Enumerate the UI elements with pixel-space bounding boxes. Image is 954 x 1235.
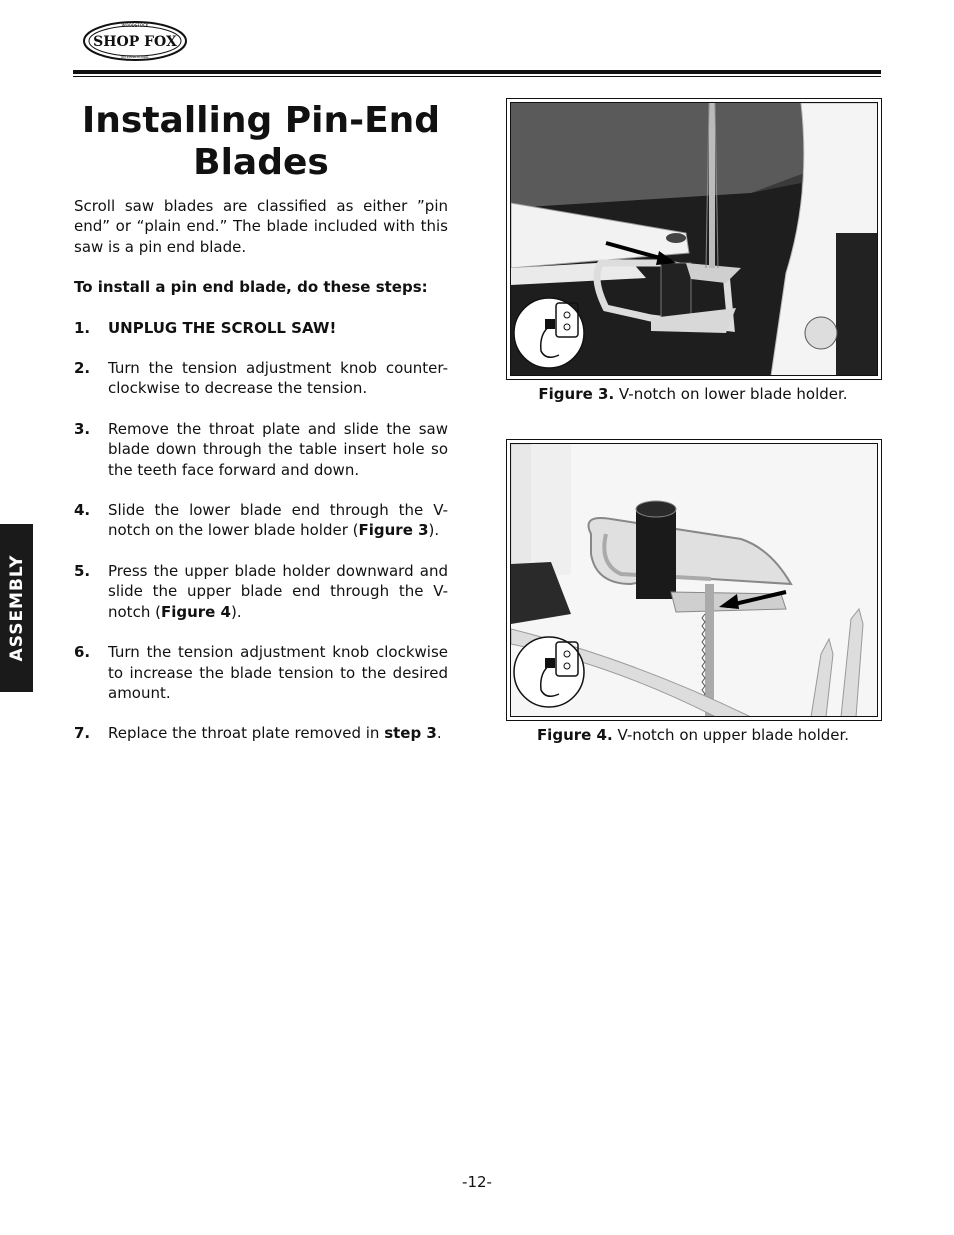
step-number: 2.: [74, 359, 91, 378]
step-text: [108, 500, 448, 541]
figure-4-frame: [506, 439, 882, 721]
instructions: [74, 196, 448, 764]
logo-arc-top: WOODSTOCK: [121, 23, 149, 28]
figure-reference: Figure 3: [358, 521, 429, 540]
step-number: 1.: [74, 318, 91, 337]
header-rule: [73, 70, 881, 74]
step-item: [74, 500, 448, 541]
step-number: 7.: [74, 724, 91, 743]
step-item: [74, 318, 448, 338]
intro-paragraph: Scroll saw blades are classified as either ”pin end” or “plain end.” The blade included with this saw is a pin end blade.: [74, 197, 448, 256]
step-list: [74, 318, 448, 744]
figure-4-label: Figure 4.: [536, 726, 613, 744]
step-text: UNPLUG THE SCROLL SAW!: [108, 318, 337, 337]
logo-text: SHOP FOX: [93, 34, 177, 50]
step-number: 4.: [74, 501, 91, 520]
step-text: Turn the tension adjustment knob clockwise to increase the blade tension to the desired amount.: [108, 643, 448, 702]
page-number: -12-: [462, 1173, 492, 1191]
step-text-pre: Press the upper blade holder downward and slide the upper blade end through the V-notch (: [108, 561, 448, 621]
step-text-post: .: [436, 724, 442, 743]
step-item: [74, 561, 448, 622]
figure-4-caption: [506, 726, 880, 744]
figure-4-photo: [510, 443, 878, 717]
step-text-pre: Replace the throat plate removed in: [108, 724, 385, 743]
lead-paragraph: To install a pin end blade, do these steps:: [74, 278, 428, 297]
step-text: [108, 723, 448, 743]
step-number: 3.: [74, 419, 91, 438]
header-rule-thin: [73, 76, 881, 77]
step-number: 5.: [74, 561, 91, 580]
step-item: [74, 358, 448, 399]
page-title: [74, 100, 448, 184]
step-number: 6.: [74, 643, 91, 662]
step-text-post: ).: [231, 602, 242, 621]
step-item: [74, 419, 448, 480]
step-text: Turn the tension adjustment knob counter-clockwise to decrease the tension.: [108, 359, 448, 398]
figure-3-text: V-notch on lower blade holder.: [614, 385, 848, 403]
figure-3-frame: [506, 98, 882, 380]
figure-3-label: Figure 3.: [538, 385, 615, 403]
section-tab-label: ASSEMBLY: [6, 554, 27, 662]
section-tab: [0, 524, 33, 692]
figure-3-caption: [506, 385, 880, 403]
logo-arc-bottom: INTERNATIONAL: [120, 55, 150, 59]
figure-3-photo: [510, 102, 878, 376]
step-item: [74, 723, 448, 743]
step-text: [108, 561, 448, 622]
step-text: Remove the throat plate and slide the saw blade down through the table insert hole so the teeth face forward and down.: [108, 419, 448, 479]
figure-4-text: V-notch on upper blade holder.: [612, 726, 850, 744]
title-line-1: Installing Pin-End: [81, 100, 441, 141]
title-line-2: Blades: [193, 142, 329, 183]
step-text-post: ).: [428, 521, 440, 540]
step-item: [74, 642, 448, 703]
step-text-pre: Slide the lower blade end through the V-notch on the lower blade holder (: [108, 501, 448, 540]
shop-fox-logo: [82, 20, 188, 62]
step-reference: step 3: [384, 724, 437, 743]
figure-reference: Figure 4: [160, 602, 231, 621]
